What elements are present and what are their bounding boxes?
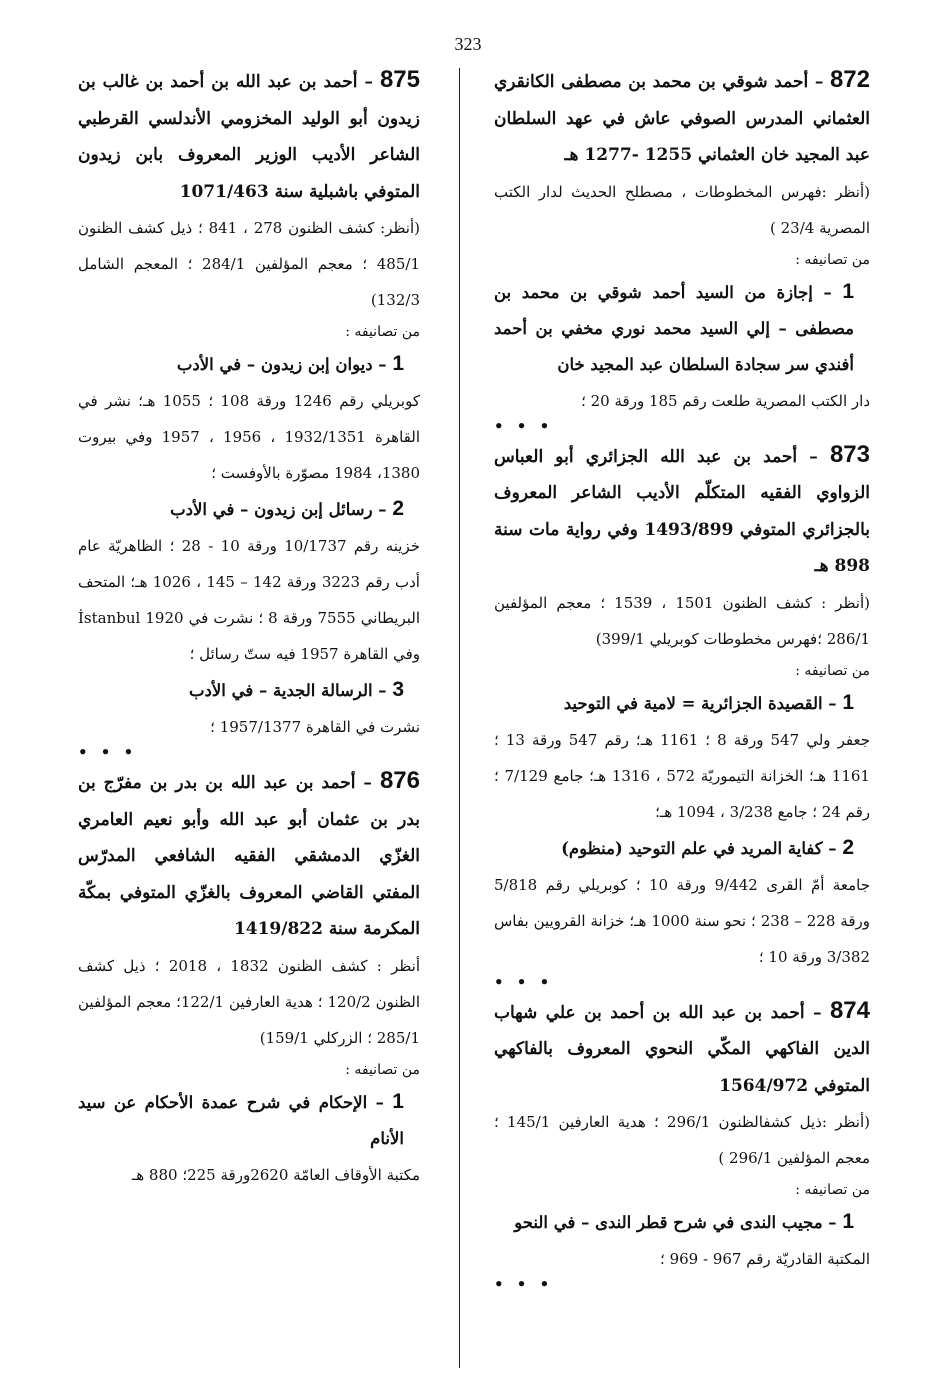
work-holdings: نشرت في القاهرة 1957/1377 ؛ bbox=[210, 718, 420, 736]
works-label: من تصانيفه : bbox=[795, 662, 870, 679]
entry-873 bbox=[494, 437, 870, 989]
works-label: من تصانيفه : bbox=[345, 1061, 420, 1078]
entry-heading-text: أحمد بن عبد الله الجزائري أبو العباس الزواوي الفقيه المتكلّم الأديب الشاعر المعروف بالجزائري المتوفي 1493/899 وفي رواية مات سنة 898 هـ bbox=[494, 446, 870, 576]
entry-separator: • • • bbox=[78, 743, 138, 761]
work-title-text: الرسالة الجدية – في الأدب bbox=[189, 681, 373, 700]
work-number: 1 bbox=[392, 1089, 404, 1113]
entry-number: 874 bbox=[829, 996, 870, 1024]
entry-number: 872 bbox=[829, 66, 870, 93]
work-title-text: إجازة من السيد أحمد شوقي بن محمد بن مصطفى – إلي السيد محمد نوري مخفي بن أحمد أفندي سر سجادة السلطان عبد المجيد خان bbox=[494, 282, 854, 374]
entry-heading: 875 – أحمد بن عبد الله بن أحمد بن غالب بن زيدون أبو الوليد المخزومي الأندلسي القرطبي الشاعر الأديب الوزير المعروف بابن زيدون المتوفي باشبلية سنة 1071/463 bbox=[78, 66, 420, 202]
work-title-text: القصيدة الجزائرية = لامية في التوحيد bbox=[563, 693, 823, 713]
entry-references: (أنظر :فهرس المخطوطات ، مصطلح الحديث لدار الكتب المصرية 23/4 ) bbox=[494, 182, 870, 237]
entry-references: (أنظر :ذيل كشفالظنون 296/1 ؛ هدية العارفين 145/1 ؛ معجم المؤلفين 296/1 ) bbox=[494, 1113, 870, 1167]
entry-heading-text: أحمد بن عبد الله بن أحمد بن علي شهاب الدين الفاكهي المكّي النحوي المعروف بالفاكهي المتوفي 1564/972 bbox=[494, 1002, 870, 1096]
work-number: 3 bbox=[392, 678, 404, 701]
entry-heading: 874 – أحمد بن عبد الله بن أحمد بن علي شهاب الدين الفاكهي المكّي النحوي المعروف بالفاكهي المتوفي 1564/972 bbox=[494, 996, 870, 1096]
entry-number: 875 bbox=[379, 66, 420, 93]
entry-874 bbox=[494, 993, 870, 1292]
work-number: 1 bbox=[842, 1210, 854, 1233]
work-number: 1 bbox=[842, 690, 854, 714]
work-holdings: دار الكتب المصرية طلعت رقم 185 ورقة 20 ؛ bbox=[581, 391, 870, 410]
work-number: 2 bbox=[392, 497, 404, 520]
work-number: 1 bbox=[392, 352, 404, 375]
works-label: من تصانيفه : bbox=[345, 324, 420, 340]
work-holdings: جامعة أمّ القرى 9/442 ورقة 10 ؛ كوبريلي رقم 5/818 ورقة 228 – 238 ؛ نحو سنة 1000 هـ؛ خزانة القرويين بفاس 3/382 ورقة 10 ؛ bbox=[494, 875, 871, 966]
entry-heading-text: أحمد بن عبد الله بن أحمد بن غالب بن زيدون أبو الوليد المخزومي الأندلسي القرطبي الشاعر الأديب الوزير المعروف بابن زيدون المتوفي باشبلية سنة 1071/463 bbox=[78, 72, 420, 202]
entry-heading-text: أحمد بن عبد الله بن بدر بن مفرّج بن بدر بن عثمان أبو عبد الله وأبو نعيم العامري الغزّي الدمشقي الفقيه الشافعي المدرّس المفتي القاضي المعروف بالغزّي المتوفي بمكّة المكرمة سنة 1419/822 bbox=[78, 773, 420, 939]
right-column bbox=[494, 62, 870, 1295]
work-number: 2 bbox=[842, 835, 854, 859]
entry-heading: 876 – أحمد بن عبد الله بن بدر بن مفرّج بن بدر بن عثمان أبو عبد الله وأبو نعيم العامري الغزّي الدمشقي الفقيه الشافعي المدرّس المفتي القاضي المعروف بالغزّي المتوفي بمكّة المكرمة سنة 1419/822 bbox=[78, 767, 420, 939]
entry-separator: • • • bbox=[494, 416, 554, 435]
entry-872 bbox=[494, 62, 870, 433]
entry-number: 876 bbox=[379, 767, 420, 794]
work-holdings: مكتبة الأوقاف العامّة 2620ورقة 225؛ 880 هـ bbox=[131, 1165, 420, 1184]
entry-heading: 873 – أحمد بن عبد الله الجزائري أبو العباس الزواوي الفقيه المتكلّم الأديب الشاعر المعروف بالجزائري المتوفي 1493/899 وفي رواية مات سنة 898 هـ bbox=[494, 440, 870, 576]
entry-heading: 872 – أحمد شوقي بن محمد بن مصطفى الكانقري العثماني المدرس الصوفي عاش في عهد السلطان عبد المجيد خان العثماني 1255 -1277 هـ bbox=[494, 66, 870, 165]
work-holdings: المكتبة القادريّة رقم 967 - 969 ؛ bbox=[660, 1250, 870, 1268]
entry-875 bbox=[78, 62, 420, 759]
work-title: 1 – ديوان إبن زيدون – في الأدب bbox=[176, 352, 404, 375]
work-title-text: الإحكام في شرح عمدة الأحكام عن سيد الأنام bbox=[78, 1092, 404, 1148]
work-title: 1 – مجيب الندى في شرح قطر الندى – في النحو bbox=[514, 1210, 854, 1233]
work-title: 2 – كفاية المريد في علم التوحيد (منظوم) bbox=[561, 835, 854, 859]
entry-876 bbox=[78, 763, 420, 1193]
work-title: 2 – رسائل إبن زيدون – في الأدب bbox=[170, 497, 404, 520]
work-title-text: مجيب الندى في شرح قطر الندى – في النحو bbox=[514, 1213, 823, 1232]
work-number: 1 bbox=[842, 279, 854, 303]
work-title-text: ديوان إبن زيدون – في الأدب bbox=[176, 355, 373, 374]
work-holdings: جعفر ولي 547 ورقة 8 ؛ 1161 هـ؛ رقم 547 ورقة 13 ؛ 1161 هـ؛ الخزانة التيموريّة 572 ، 1316 هـ؛ جامع 7/129 ؛ رقم 24 ؛ جامع 3/238 ، 1094 هـ؛ bbox=[494, 730, 870, 821]
page-number: 323 bbox=[454, 34, 482, 54]
entry-references: أنظر : كشف الظنون 1832 ، 2018 ؛ ذيل كشف الظنون 120/2 ؛ هدية العارفين 122/1؛ معجم المؤلفين 285/1 ؛ الزركلي 159/1) bbox=[78, 956, 420, 1047]
work-title: 1 – إجازة من السيد أحمد شوقي بن محمد بن مصطفى – إلي السيد محمد نوري مخفي بن أحمد أفندي سر سجادة السلطان عبد المجيد خان bbox=[494, 279, 854, 374]
entry-references: (أنظر : كشف الظنون 1501 ، 1539 ؛ معجم المؤلفين 286/1 ؛فهرس مخطوطات كوبريلي 399/1) bbox=[494, 593, 870, 648]
left-column bbox=[78, 62, 420, 1193]
entry-heading-text: أحمد شوقي بن محمد بن مصطفى الكانقري العثماني المدرس الصوفي عاش في عهد السلطان عبد المجيد خان العثماني 1255 -1277 هـ bbox=[494, 72, 870, 165]
work-title: 1 – الإحكام في شرح عمدة الأحكام عن سيد الأنام bbox=[78, 1089, 404, 1148]
work-title-text: كفاية المريد في علم التوحيد (منظوم) bbox=[561, 838, 823, 858]
entry-separator: • • • bbox=[494, 1275, 554, 1293]
work-holdings: خزينه رقم 10/1737 ورقة 10 - 28 ؛ الظاهريّة عام أدب رقم 3223 ورقة 142 – 145 ، 1026 هـ؛ المتحف البريطاني 7555 ورقة 8 ؛ نشرت في İstanbul 1920 وفي القاهرة 1957 فيه ستّ رسائل ؛ bbox=[78, 537, 420, 663]
work-holdings: كوبريلي رقم 1246 ورقة 108 ؛ 1055 هـ؛ نشر في القاهرة 1932/1351 ، 1956 ، 1957 وفي بيروت 1380، 1984 مصوّرة بالأوفست ؛ bbox=[78, 392, 420, 482]
entry-separator: • • • bbox=[494, 972, 554, 991]
works-label: من تصانيفه : bbox=[795, 1182, 870, 1198]
work-title: 1 – القصيدة الجزائرية = لامية في التوحيد bbox=[563, 690, 854, 714]
column-divider bbox=[459, 68, 460, 1368]
work-title-text: رسائل إبن زيدون – في الأدب bbox=[170, 500, 373, 519]
entry-references: (أنظر: كشف الظنون 278 ، 841 ؛ ذيل كشف الظنون 485/1 ؛ معجم المؤلفين 284/1 ؛ المعجم الشامل 132/3) bbox=[78, 219, 420, 309]
works-label: من تصانيفه : bbox=[795, 251, 870, 268]
entry-number: 873 bbox=[829, 440, 870, 468]
work-title: 3 – الرسالة الجدية – في الأدب bbox=[189, 678, 404, 701]
